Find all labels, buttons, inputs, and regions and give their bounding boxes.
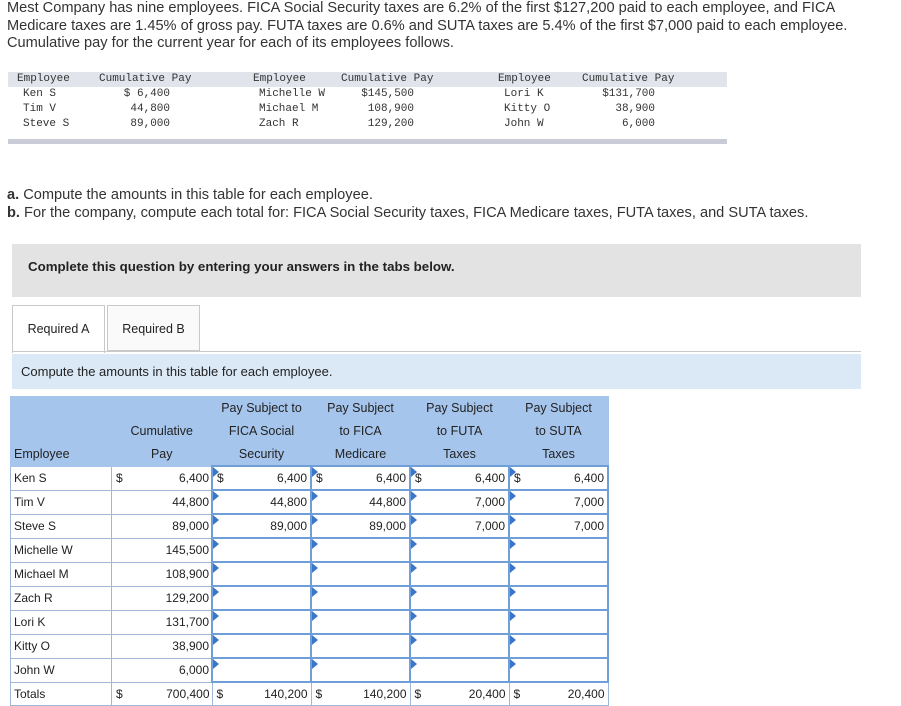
row-employee-name: Michelle W (11, 538, 112, 562)
input-marker-icon (213, 563, 219, 573)
input-marker-icon (411, 635, 417, 645)
input-med[interactable] (311, 658, 410, 682)
table-row (11, 538, 609, 562)
input-suta[interactable]: 7,000 (509, 514, 608, 538)
table-row (11, 562, 609, 586)
input-marker-icon (312, 563, 318, 573)
row-employee-name: Lori K (11, 610, 112, 634)
input-suta[interactable] (509, 634, 608, 658)
list-employee-pay: $ 6,400 (123, 88, 170, 100)
input-futa[interactable] (410, 586, 509, 610)
row-employee-name: Totals (11, 682, 112, 706)
input-marker-icon (411, 491, 417, 501)
list-employee-pay: 44,800 (130, 103, 170, 115)
currency-symbol: $ (415, 471, 422, 485)
banner-text: Complete this question by entering your answers in the tabs below. (28, 259, 455, 274)
list-employee-name: Zach R (259, 118, 299, 130)
input-marker-icon (411, 563, 417, 573)
input-marker-icon (213, 539, 219, 549)
row-cumulative-pay: 89,000 (112, 514, 213, 538)
list-header-employee: Employee (17, 73, 70, 85)
question-b: b. For the company, compute each total for: FICA Social Security taxes, FICA Medicare taxes, FUTA taxes, and SUTA taxes. (7, 205, 809, 221)
list-footer-bar (8, 139, 727, 144)
input-ss[interactable] (212, 634, 311, 658)
header-futa: Pay Subject (410, 397, 509, 420)
list-header-pay: Cumulative Pay (341, 73, 434, 85)
input-marker-icon (312, 659, 318, 669)
input-ss[interactable]: 89,000 (212, 514, 311, 538)
table-row (11, 466, 609, 490)
input-suta[interactable] (509, 658, 608, 682)
input-marker-icon (510, 635, 516, 645)
tab-instruction (12, 354, 861, 389)
currency-symbol: $ (513, 687, 521, 701)
input-marker-icon (510, 587, 516, 597)
payroll-table: Pay Subject to Pay Subject Pay Subject Pay Subject Cumulative FICA Social to FICA to FUTA to SUTA Employee Pay Security Medicare Taxes Taxes Ken S $ 6,400 $ 6,400 $ 6,400 $ 6,400 $ 6,400 Tim V 44,800 44,800 44,800 7,000 7,000 Steve S 89,000 89,000 89,000 7,000 7,000 Michelle W 145,500 Michael M 108,900 Zach R 129,200 Lori K 131,700 Kitty O 38,900 John W 6,000 Totals $ 700,400 $ 140,200 $ 140,200 $ 20,400 $ 20,400 (10, 396, 609, 706)
table-row (11, 514, 609, 538)
input-ss[interactable]: $ 6,400 (212, 466, 311, 490)
row-cumulative-pay: 131,700 (112, 610, 213, 634)
list-employee-name: Steve S (23, 118, 70, 130)
row-employee-name: Zach R (11, 586, 112, 610)
input-marker-icon (510, 611, 516, 621)
input-suta[interactable] (509, 610, 608, 634)
table-row (11, 610, 609, 634)
table-row (11, 658, 609, 682)
input-suta[interactable] (509, 538, 608, 562)
input-marker-icon (411, 611, 417, 621)
list-employee-pay: 129,200 (367, 118, 414, 130)
row-employee-name: Tim V (11, 490, 112, 514)
input-med[interactable]: 89,000 (311, 514, 410, 538)
list-employee-name: Michelle W (259, 88, 326, 100)
input-marker-icon (312, 587, 318, 597)
question-a: a. Compute the amounts in this table for each employee. (7, 187, 373, 203)
row-employee-name: John W (11, 658, 112, 682)
row-employee-name: Steve S (11, 514, 112, 538)
input-marker-icon (510, 491, 516, 501)
list-header-employee: Employee (498, 73, 551, 85)
input-ss[interactable] (212, 658, 311, 682)
input-marker-icon (510, 515, 516, 525)
list-employee-name: Kitty O (504, 103, 551, 115)
input-med[interactable] (311, 586, 410, 610)
input-med[interactable] (311, 538, 410, 562)
row-cumulative-pay: 108,900 (112, 562, 213, 586)
row-cumulative-pay: 129,200 (112, 586, 213, 610)
list-employee-pay: 38,900 (615, 103, 655, 115)
input-ss[interactable]: 44,800 (212, 490, 311, 514)
input-marker-icon (312, 539, 318, 549)
input-marker-icon (411, 539, 417, 549)
currency-symbol: $ (315, 687, 323, 701)
row-cumulative-pay: $ 700,400 (112, 682, 213, 706)
row-cumulative-pay: 44,800 (112, 490, 213, 514)
table-row (11, 634, 609, 658)
currency-symbol: $ (116, 686, 123, 701)
currency-symbol: $ (116, 470, 123, 485)
list-employee-pay: 89,000 (130, 118, 170, 130)
row-employee-name: Michael M (11, 562, 112, 586)
currency-symbol: $ (514, 471, 521, 485)
input-marker-icon (213, 587, 219, 597)
input-futa[interactable] (410, 562, 509, 586)
list-employee-name: Ken S (23, 88, 57, 100)
input-suta[interactable]: 7,000 (509, 490, 608, 514)
input-marker-icon (213, 635, 219, 645)
input-futa[interactable]: $ 20,400 (410, 682, 509, 706)
input-futa[interactable]: 7,000 (410, 514, 509, 538)
input-med[interactable]: $ 6,400 (311, 466, 410, 490)
input-suta[interactable]: $ 6,400 (509, 466, 608, 490)
list-employee-pay: 6,000 (621, 118, 655, 130)
list-header-employee: Employee (253, 73, 306, 85)
input-marker-icon (213, 491, 219, 501)
list-employee-pay: $131,700 (602, 88, 655, 100)
input-futa[interactable] (410, 634, 509, 658)
row-employee-name: Ken S (11, 466, 112, 490)
currency-symbol: $ (414, 687, 422, 701)
input-marker-icon (411, 515, 417, 525)
input-suta[interactable] (509, 586, 608, 610)
row-cumulative-pay: $ 6,400 (112, 466, 213, 490)
input-futa[interactable] (410, 538, 509, 562)
list-employee-name: John W (504, 118, 544, 130)
list-employee-name: Michael M (259, 103, 319, 115)
input-ss[interactable] (212, 562, 311, 586)
input-futa[interactable]: 7,000 (410, 490, 509, 514)
header-suta: Pay Subject (509, 397, 608, 420)
list-header-pay: Cumulative Pay (582, 73, 675, 85)
input-med[interactable]: 44,800 (311, 490, 410, 514)
input-marker-icon (510, 563, 516, 573)
tab-instruction-text: Compute the amounts in this table for each employee. (21, 364, 333, 379)
currency-symbol: $ (217, 471, 224, 485)
input-marker-icon (213, 659, 219, 669)
list-employee-name: Tim V (23, 103, 57, 115)
input-marker-icon (411, 659, 417, 669)
input-ss[interactable]: $ 140,200 (212, 682, 311, 706)
instructions-banner (12, 244, 861, 297)
list-header-pay: Cumulative Pay (99, 73, 192, 85)
input-futa[interactable] (410, 658, 509, 682)
list-employee-pay: $145,500 (361, 88, 414, 100)
list-employee-name: Lori K (504, 88, 544, 100)
input-marker-icon (312, 611, 318, 621)
input-marker-icon (213, 611, 219, 621)
input-futa[interactable]: $ 6,400 (410, 466, 509, 490)
currency-symbol: $ (316, 471, 323, 485)
tab-divider (12, 351, 861, 352)
header-employee: Employee (11, 443, 112, 467)
input-marker-icon (510, 659, 516, 669)
input-med[interactable] (311, 562, 410, 586)
input-ss[interactable] (212, 538, 311, 562)
input-marker-icon (312, 635, 318, 645)
row-cumulative-pay: 38,900 (112, 634, 213, 658)
list-employee-pay: 108,900 (367, 103, 414, 115)
input-suta[interactable]: $ 20,400 (509, 682, 608, 706)
problem-intro: Mest Company has nine employees. FICA Social Security taxes are 6.2% of the first $127,200 paid to each employee, and FICA Medicare taxes are 1.45% of gross pay. FUTA taxes are 0.6% and SUTA taxes are 5.4% of the first $7,000 paid to each employee. Cumulative pay for the current year for each of its employees follows. (7, 0, 848, 51)
input-marker-icon (213, 515, 219, 525)
input-ss[interactable] (212, 610, 311, 634)
tab-required-a[interactable]: Required A (12, 305, 105, 353)
input-marker-icon (312, 491, 318, 501)
input-med[interactable]: $ 140,200 (311, 682, 410, 706)
input-marker-icon (411, 587, 417, 597)
row-cumulative-pay: 145,500 (112, 538, 213, 562)
input-marker-icon (312, 515, 318, 525)
table-row (11, 490, 609, 514)
row-employee-name: Kitty O (11, 634, 112, 658)
table-row (11, 586, 609, 610)
input-suta[interactable] (509, 562, 608, 586)
tab-required-b[interactable]: Required B (107, 305, 200, 351)
input-marker-icon (510, 539, 516, 549)
totals-row (11, 682, 609, 706)
currency-symbol: $ (216, 687, 224, 701)
row-cumulative-pay: 6,000 (112, 658, 213, 682)
input-med[interactable] (311, 634, 410, 658)
input-futa[interactable] (410, 610, 509, 634)
header-med: Pay Subject (311, 397, 410, 420)
header-ss: Pay Subject to (212, 397, 311, 420)
input-ss[interactable] (212, 586, 311, 610)
header-cum: Cumulative (112, 420, 213, 443)
input-med[interactable] (311, 610, 410, 634)
